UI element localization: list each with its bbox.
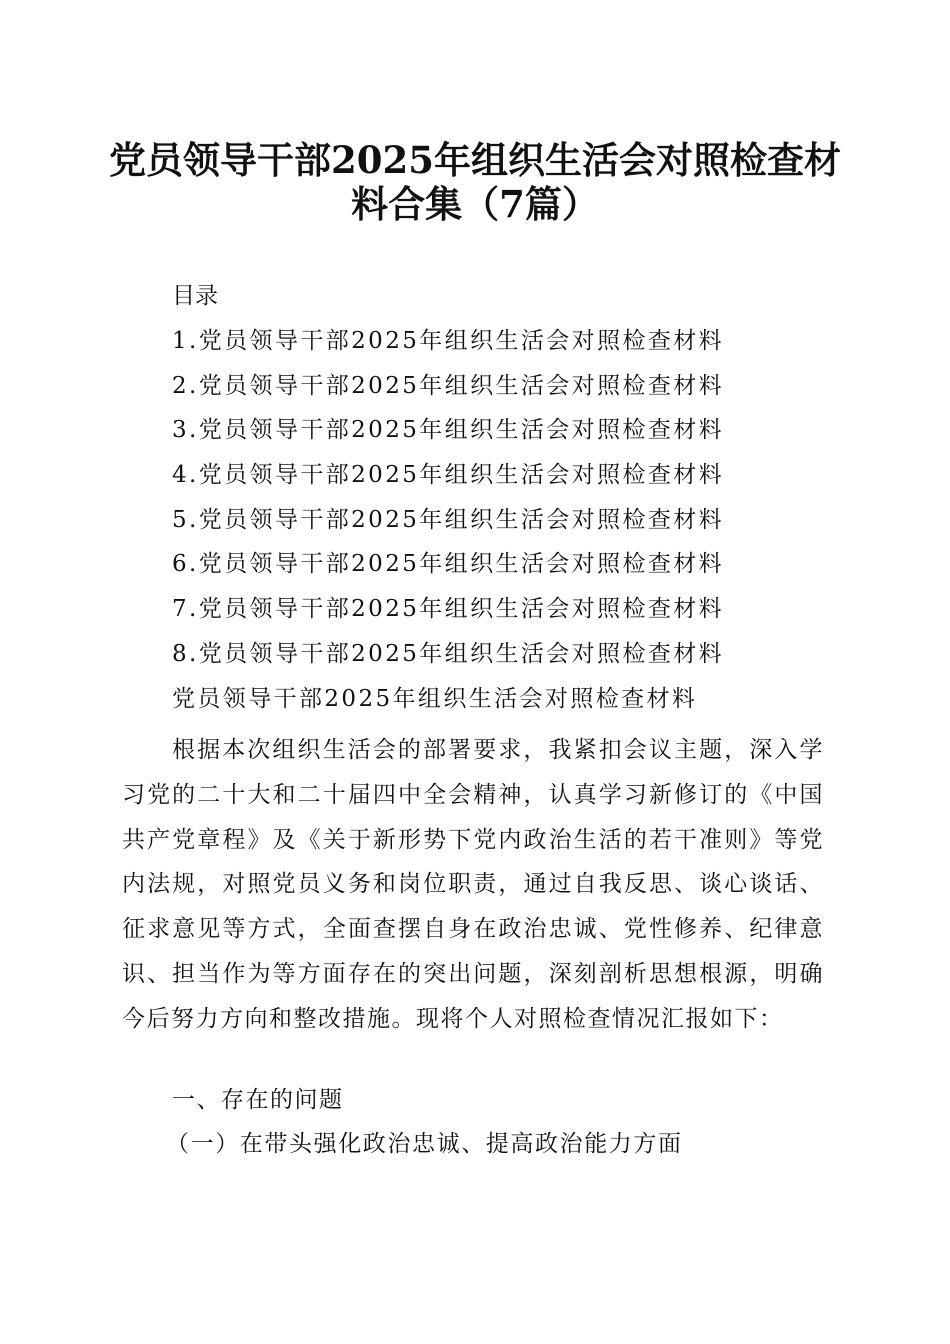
document-title-line-1: 党员领导干部2025年组织生活会对照检查材 <box>109 138 841 182</box>
subsection-heading <box>166 1128 683 1160</box>
section-heading: 一、存在的问题 <box>172 1087 344 1113</box>
document-title-line-2: 料合集（7篇） <box>351 182 599 226</box>
subsection-heading-text: （一）在带头强化政治忠诚、提高政治能力方面 <box>166 1131 683 1157</box>
toc-heading: 目录 <box>172 283 218 309</box>
toc-item: 3.党员领导干部2025年组织生活会对照检查材料 <box>172 417 725 444</box>
intro-paragraph: 根据本次组织生活会的部署要求，我紧扣会议主题，深入学习党的二十大和二十届四中全会精神，认真学习新修订的《中国共产党章程》及《关于新形势下党内政治生活的若干准则》等党内法规，对照党员义务和岗位职责，通过自我反思、谈心谈话、征求意见等方式，全面查摆自身在政治忠诚、党性修养、纪律意识、担当作为等方面存在的突出问题，深刻剖析思想根源，明确今后努力方向和整改措施。现将个人对照检查情况汇报如下： <box>122 737 824 1032</box>
toc-item: 6.党员领导干部2025年组织生活会对照检查材料 <box>172 551 725 578</box>
toc-item: 8.党员领导干部2025年组织生活会对照检查材料 <box>172 640 725 667</box>
toc-item: 7.党员领导干部2025年组织生活会对照检查材料 <box>172 596 725 623</box>
toc-item: 5.党员领导干部2025年组织生活会对照检查材料 <box>172 506 725 533</box>
toc-item: 2.党员领导干部2025年组织生活会对照检查材料 <box>172 372 725 399</box>
toc-item: 1.党员领导干部2025年组织生活会对照检查材料 <box>172 328 725 354</box>
article-title: 党员领导干部2025年组织生活会对照检查材料 <box>172 686 698 712</box>
toc-item: 4.党员领导干部2025年组织生活会对照检查材料 <box>172 462 725 489</box>
table-of-contents <box>172 325 724 683</box>
